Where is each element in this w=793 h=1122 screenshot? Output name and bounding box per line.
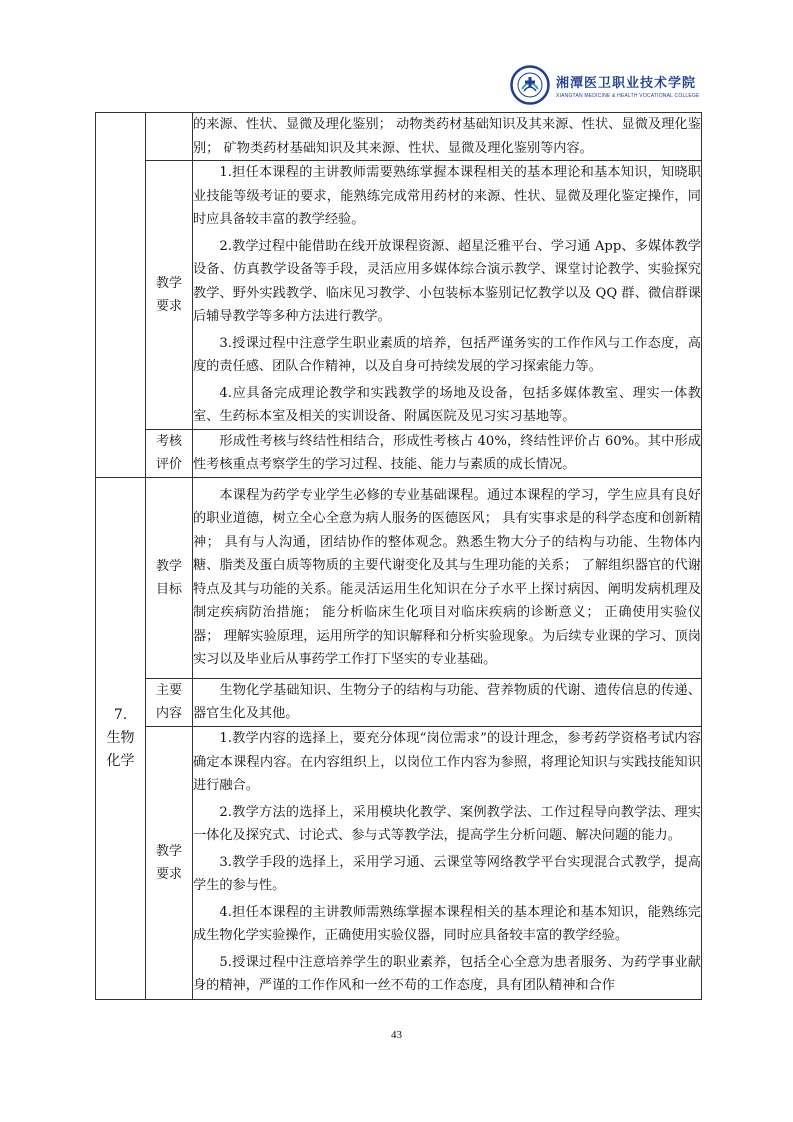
course-cell: [96, 477, 146, 999]
req1-label: [146, 161, 193, 430]
table-row: [96, 161, 702, 430]
req2-item: 1.教学内容的选择上，要充分体现“岗位需求”的设计理念，参考药学资格考试内容确定本课程内容。在内容组织上，以岗位工作内容为参照，将理论知识与实践技能知识进行融合。: [193, 731, 701, 794]
goal-label: [146, 477, 193, 678]
course-number: 7.: [113, 706, 128, 723]
goal-text: 本课程为药学专业学生必修的专业基础课程。通过本课程的学习，学生应具有良好的职业道德，树立全心全意为病人服务的医德医风； 具有实事求是的科学态度和创新精神； 具有与人沟通，团结协作的整体观念。熟悉生物大分子的结构与功能、生物体内糖、脂类及蛋白质等物质的主要代谢变化及其与生理功能的关系； 了解组织器官的代谢特点及其与功能的关系。能灵活运用生化知识在分子水平上探讨病因、阐明发病机理及制定疾病防治措施； 能分析临床生化项目对临床疾病的诊断意义； 正确使用实验仪器； 理解实验原理，运用所学的知识解释和分析实验现象。为后续专业课的学习、顶岗实习以及毕业后从事药学工作打下坚实的专业基础。: [193, 487, 701, 667]
continuation-label-cell: [146, 113, 193, 161]
eval-label: [146, 429, 193, 477]
table-row: [96, 477, 702, 678]
content-text: 生物化学基础知识、生物分子的结构与功能、营养物质的代谢、遗传信息的传递、器官生化及其他。: [193, 682, 701, 721]
req1-item: 4.应具备完成理论教学和实践教学的场地及设备，包括多媒体教室、理实一体教室、生药标本室及相关的实训设备、附属医院及见习实习基地等。: [193, 385, 701, 424]
req1-item: 3.授课过程中注意学生职业素质的培养，包括严谨务实的工作作风与工作态度，高度的责任感、团队合作精神，以及自身可持续发展的学习探索能力等。: [193, 335, 701, 374]
goal-label-text: 教学目标: [155, 558, 182, 597]
continuation-text: 的来源、性状、显微及理化鉴别； 动物类药材基础知识及其来源、性状、显微及理化鉴别； 矿物类药材基础知识及其来源、性状、显微及理化鉴别等内容。: [193, 117, 701, 156]
course-name: 生物化学: [106, 729, 135, 769]
content-label-text: 主要内容: [155, 683, 182, 721]
school-emblem-icon: [510, 65, 550, 105]
goal-content: [193, 477, 702, 678]
req1-item: 1.担任本课程的主讲教师需要熟练掌握本课程相关的基本理论和基本知识，知晓职业技能等级考证的要求，能熟练完成常用药材的来源、性状、显微及理化鉴定操作，同时应具备较丰富的教学经验。: [193, 165, 701, 227]
req2-item: 2.教学方法的选择上，采用模块化教学、案例教学法、工作过程导向教学法、理实一体化及探究式、讨论式、参与式等教学法，提高学生分析问题、解决问题的能力。: [193, 804, 701, 844]
req1-item: 2.教学过程中能借助在线开放课程资源、超星泛雅平台、学习通 App、多媒体教学设备、仿真教学设备等手段，灵活应用多媒体综合演示教学、课堂讨论教学、实验探究教学、野外实践教学、临床见习教学、小包装标本鉴别记忆教学以及 QQ 群、微信群课后辅导教学等多种方法进行教学。: [193, 238, 701, 324]
school-name: 湘潭医卫职业技术学院: [556, 75, 697, 91]
eval-text: 形成性考核与终结性相结合，形成性考核占 40%，终结性评价占 60%。其中形成性考核重点考察学生的学习过程、技能、能力与素质的成长情况。: [193, 433, 701, 472]
req2-item: 3.教学手段的选择上，采用学习通、云课堂等网络教学平台实现混合式教学，提高学生的参与性。: [193, 854, 701, 894]
content-label: [146, 678, 193, 726]
table-row: [96, 726, 702, 999]
school-name-en: XIANGTAN MEDICINE & HEALTH VOCATIONAL COLLEGE: [556, 92, 700, 99]
req2-item: 5.授课过程中注意培养学生的职业素养，包括全心全意为患者服务、为药学事业献身的精神，严谨的工作作风和一丝不苟的工作态度，具有团队精神和合作: [193, 954, 701, 994]
content-body: [193, 678, 702, 726]
req2-item: 4.担任本课程的主讲教师需熟练掌握本课程相关的基本理论和基本知识，能熟练完成生物化学实验操作，正确使用实验仪器，同时应具备较丰富的教学经验。: [193, 904, 701, 944]
req2-label-text: 教学要求: [155, 843, 182, 882]
req1-content: [193, 161, 702, 430]
curriculum-table: [95, 112, 702, 1000]
table-row: [96, 113, 702, 161]
table-row: [96, 678, 702, 726]
req2-content: [193, 726, 702, 999]
eval-label-text: 考核评价: [155, 434, 182, 472]
table-row: [96, 429, 702, 477]
page-number: 43: [391, 1029, 402, 1041]
prev-course-cell: [96, 113, 146, 478]
req1-label-text: 教学要求: [155, 275, 182, 314]
continuation-content-cell: [193, 113, 702, 161]
school-logo: [510, 64, 720, 106]
eval-content: [193, 429, 702, 477]
req2-label: [146, 726, 193, 999]
